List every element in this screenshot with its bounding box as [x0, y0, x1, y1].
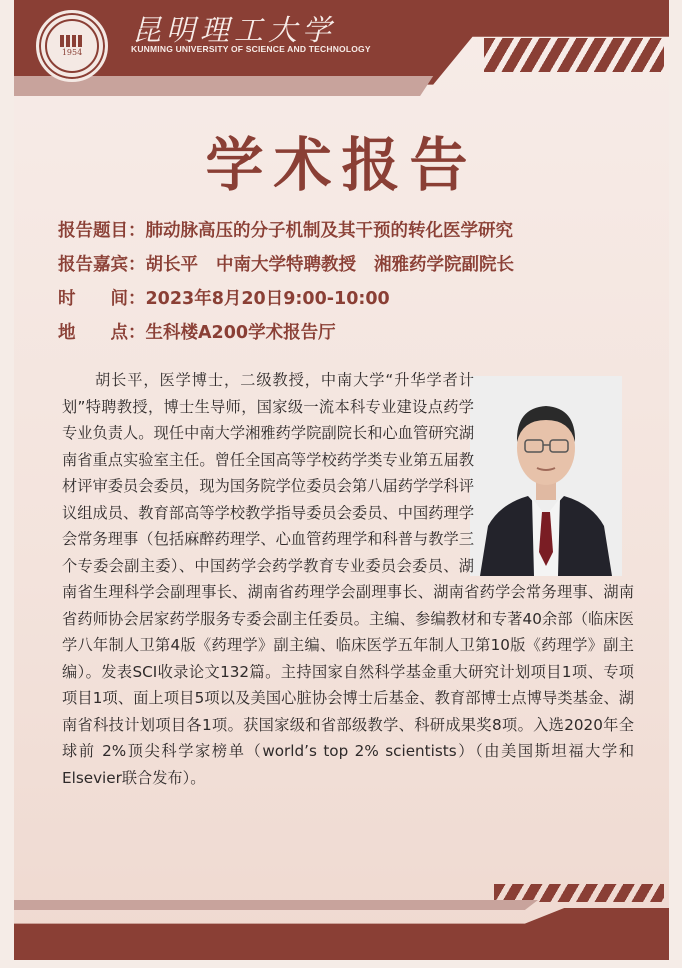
university-logo-icon: [36, 10, 108, 82]
guest-label: 报告嘉宾：: [58, 255, 146, 275]
guest-name: 胡长平: [145, 255, 198, 275]
bio-text: 胡长平，医学博士，二级教授，中南大学“升华学者计划”特聘教授，博士生导师，国家级一流本科专业建设点药学专业负责人。现任中南大学湘雅药学院副院长和心血管研究湖南省重点实验室主任。曾任全国高等学校药学类专业第五届教材评审委员会委员，现为国务院学位委员会第八届药学学科评议组成员、教育部高等学校教学指导委员会委员、中国药理学会常务理事（包括麻醉药理学、心血管药理学和科普与教学三个专委会副主委）、中国药学会药学教育专业委员会委员、湖南省生理科学会副理事长、湖南省药理学会副理事长、湖南省药学会常务理事、湖南省药师协会居家药学服务专委会副主任委员。主编、参编教材和专著40余部（临床医学八年制人卫第4版《药理学》副主编、临床医学五年制人卫第10版《药理学》副主编）。发表SCI收录论文132篇。主持国家自然科学基金重大研究计划项目1项、专项项目1项、面上项目5项以及美国心脏协会博士后基金、教育部博士点博导类基金、湖南省科技计划项目各1项。获国家级和省部级教学、科研成果奖8项。入选2020年全球前 2%顶尖科学家榜单（world’s top 2% scientists）（由美国斯坦福大学和Elsevier联合发布）。: [62, 371, 634, 787]
topic-label: 报告题目：: [58, 221, 146, 241]
footer-band: [14, 908, 669, 960]
report-info: [58, 214, 514, 350]
footer-stripes: [494, 884, 664, 902]
page-title: 学术报告: [205, 131, 478, 199]
time-value: 2023年8月20日9:00-10:00: [145, 289, 390, 309]
university-name-cn: 昆明理工大学: [132, 13, 337, 47]
guest-title-2: 湘雅药学院副院长: [374, 255, 514, 275]
topic-value: 肺动脉高压的分子机制及其干预的转化医学研究: [145, 221, 513, 241]
place-label: 地 点：: [58, 323, 146, 343]
time-label: 时 间：: [58, 289, 146, 309]
logo-year: 1954: [61, 47, 83, 57]
topic-row: [58, 214, 514, 248]
time-row: [58, 282, 514, 316]
poster: [14, 0, 669, 960]
place-row: [58, 316, 514, 350]
speaker-bio: [62, 367, 634, 791]
guest-row: [58, 248, 514, 282]
university-name-en: KUNMING UNIVERSITY OF SCIENCE AND TECHNOLOGY: [131, 44, 371, 54]
place-value: 生科楼A200学术报告厅: [145, 323, 336, 343]
header-stripes: [484, 38, 664, 72]
header-accent-band: [14, 76, 669, 96]
guest-title-1: 中南大学特聘教授: [216, 255, 356, 275]
